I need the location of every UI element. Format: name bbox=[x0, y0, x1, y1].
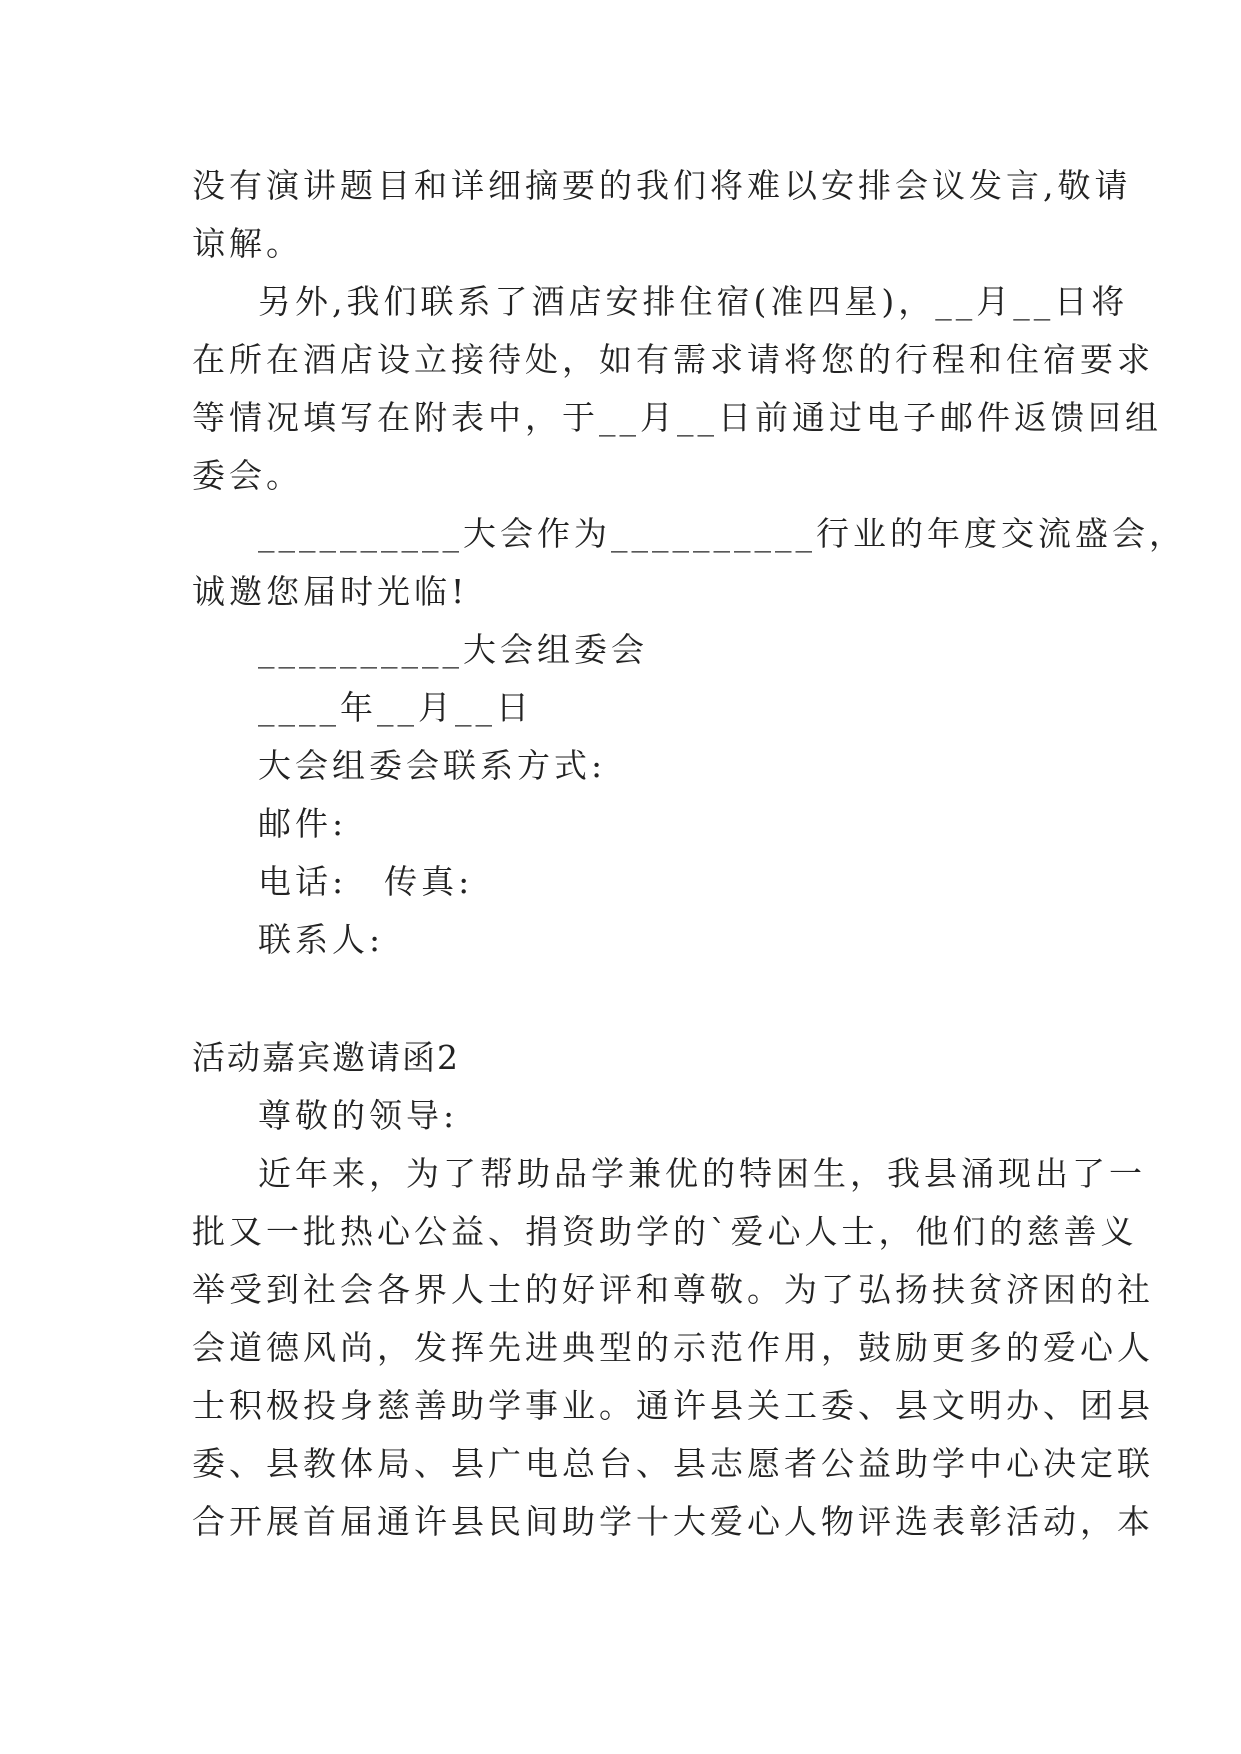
text-line: 批又一批热心公益、捐资助学的`爱心人士，他们的慈善义 bbox=[192, 1212, 1138, 1251]
text-line: 近年来，为了帮助品学兼优的特困生，我县涌现出了一 bbox=[258, 1154, 1146, 1193]
text-line: 诚邀您届时光临! bbox=[192, 572, 469, 611]
contact-phone-fax: 电话: 传真: bbox=[258, 862, 474, 901]
section-title: 活动嘉宾邀请函2 bbox=[192, 1038, 460, 1077]
contact-person: 联系人: bbox=[258, 920, 385, 959]
text-line: 等情况填写在附表中，于__月__日前通过电子邮件返馈回组 bbox=[192, 398, 1162, 437]
text-line: 另外,我们联系了酒店安排住宿(准四星)，__月__日将 bbox=[258, 282, 1129, 321]
text-line: 士积极投身慈善助学事业。通许县关工委、县文明办、团县 bbox=[192, 1386, 1154, 1425]
salutation: 尊敬的领导: bbox=[258, 1096, 459, 1135]
text-line: __________大会组委会 bbox=[258, 630, 648, 669]
date-line: ____年__月__日 bbox=[258, 688, 533, 727]
text-line: 谅解。 bbox=[192, 224, 303, 263]
text-line: 合开展首届通许县民间助学十大爱心人物评选表彰活动，本 bbox=[192, 1502, 1154, 1541]
text-line: 在所在酒店设立接待处，如有需求请将您的行程和住宿要求 bbox=[192, 340, 1154, 379]
text-line: 举受到社会各界人士的好评和尊敬。为了弘扬扶贫济困的社 bbox=[192, 1270, 1154, 1309]
text-line: 没有演讲题目和详细摘要的我们将难以安排会议发言,敬请 bbox=[192, 166, 1132, 205]
contact-heading: 大会组委会联系方式: bbox=[258, 746, 607, 785]
text-line: 委会。 bbox=[192, 456, 303, 495]
text-line: __________大会作为__________行业的年度交流盛会， bbox=[258, 514, 1186, 553]
text-line: 会道德风尚，发挥先进典型的示范作用，鼓励更多的爱心人 bbox=[192, 1328, 1154, 1367]
contact-email: 邮件: bbox=[258, 804, 348, 843]
text-line: 委、县教体局、县广电总台、县志愿者公益助学中心决定联 bbox=[192, 1444, 1154, 1483]
